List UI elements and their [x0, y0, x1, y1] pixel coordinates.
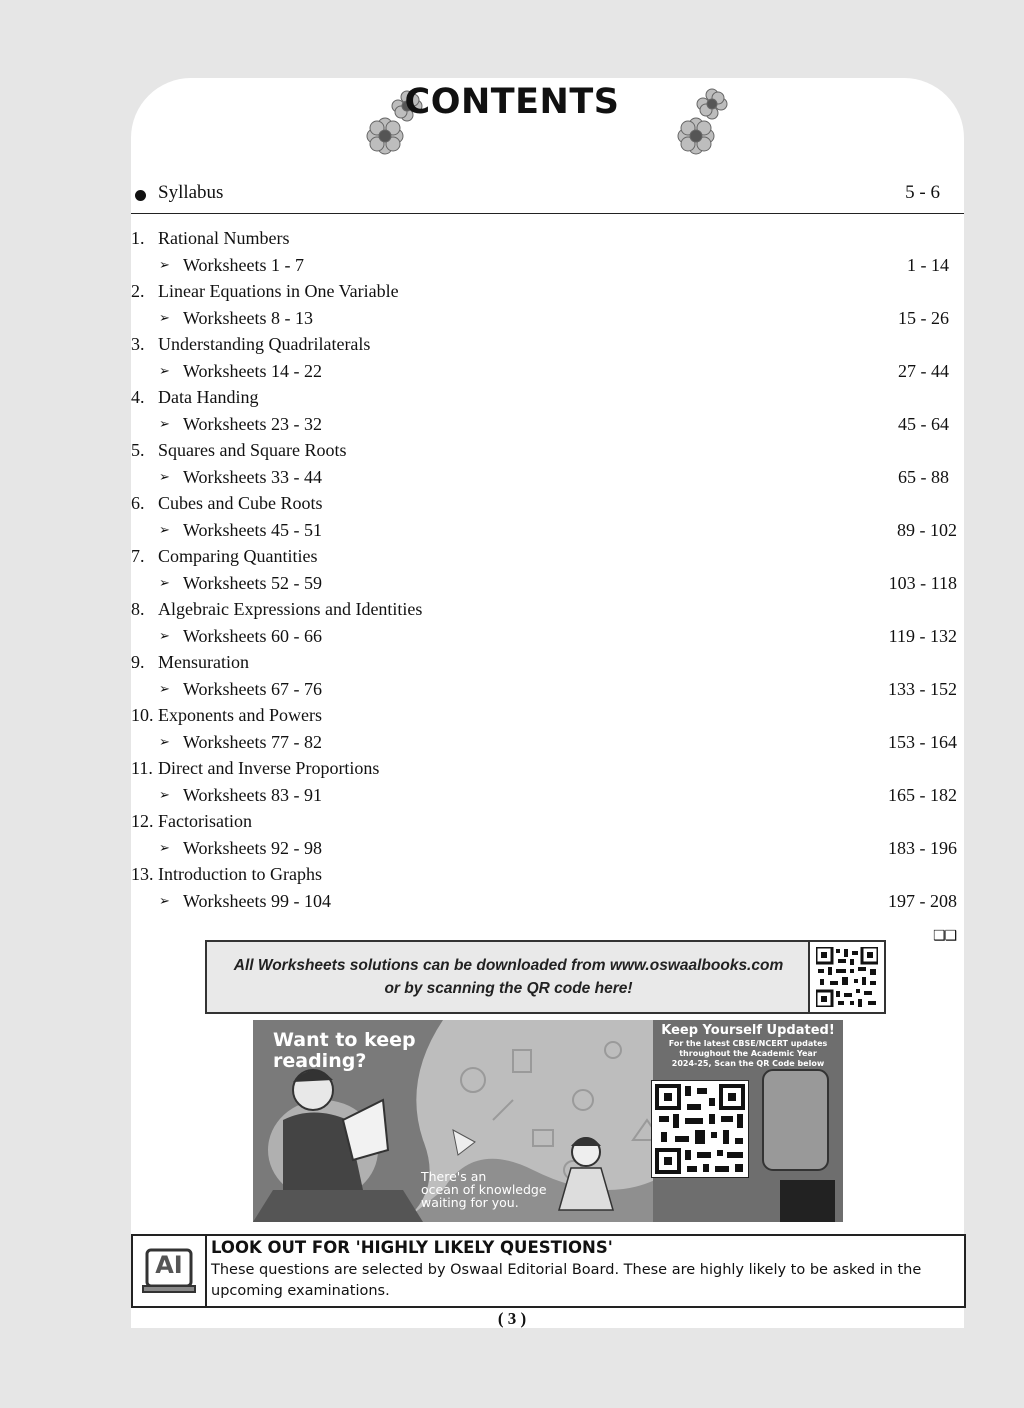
ai-note-heading: LOOK OUT FOR 'HIGHLY LIKELY QUESTIONS' — [211, 1238, 613, 1257]
chapter-title-row[interactable] — [131, 332, 964, 359]
arrow-icon: ➢ — [159, 787, 170, 803]
promo-banner[interactable] — [253, 1020, 843, 1222]
worksheet-row[interactable] — [131, 306, 964, 333]
arrow-icon: ➢ — [159, 310, 170, 326]
banner-tagline-3: waiting for you. — [421, 1195, 519, 1210]
chapter-number: 10. — [131, 705, 154, 725]
page-range: 89 - 102 — [897, 519, 957, 540]
arrow-icon: ➢ — [159, 522, 170, 538]
download-notice — [205, 940, 812, 1014]
arrow-icon: ➢ — [159, 575, 170, 591]
ai-badge — [133, 1236, 207, 1306]
banner-tagline-1: There's an — [421, 1169, 487, 1184]
chapter-title: Comparing Quantities — [158, 546, 318, 566]
worksheet-row[interactable] — [131, 359, 964, 386]
chapter-number: 5. — [131, 440, 145, 460]
chapter-title: Linear Equations in One Variable — [158, 281, 399, 301]
banner-headline-2: reading? — [273, 1050, 367, 1072]
toc-list — [131, 226, 964, 915]
toc-chapter-1 — [131, 226, 964, 279]
worksheet-row[interactable] — [131, 783, 964, 810]
chapter-title: Rational Numbers — [158, 228, 290, 248]
toc-chapter-4 — [131, 385, 964, 438]
chapter-title-row[interactable] — [131, 809, 964, 836]
worksheet-range: Worksheets 67 - 76 — [183, 678, 323, 699]
worksheet-range: Worksheets 23 - 32 — [183, 413, 323, 434]
worksheet-range: Worksheets 99 - 104 — [183, 890, 332, 911]
page-range: 45 - 64 — [898, 413, 949, 434]
arrow-icon: ➢ — [159, 734, 170, 750]
toc-chapter-3 — [131, 332, 964, 385]
page-range: 27 - 44 — [898, 360, 949, 381]
chapter-title-row[interactable] — [131, 544, 964, 571]
chapter-title: Exponents and Powers — [158, 705, 322, 725]
chapter-number: 11. — [131, 758, 153, 778]
bullet-icon — [135, 190, 146, 201]
banner-tagline-2: ocean of knowledge — [421, 1182, 547, 1197]
chapter-title: Direct and Inverse Proportions — [158, 758, 380, 778]
toc-chapter-11 — [131, 756, 964, 809]
worksheet-range: Worksheets 14 - 22 — [183, 360, 323, 381]
toc-chapter-8 — [131, 597, 964, 650]
banner-update-note — [648, 1023, 848, 1069]
chapter-title: Squares and Square Roots — [158, 440, 347, 460]
chapter-title-row[interactable] — [131, 279, 964, 306]
syllabus-label: Syllabus — [158, 182, 224, 203]
worksheet-range: Worksheets 1 - 7 — [183, 254, 305, 275]
qr-code-icon — [816, 947, 878, 1007]
chapter-number: 1. — [131, 228, 145, 248]
arrow-icon: ➢ — [159, 363, 170, 379]
worksheet-row[interactable] — [131, 677, 964, 704]
chapter-title: Understanding Quadrilaterals — [158, 334, 371, 354]
banner-update-1: For the latest CBSE/NCERT updates — [668, 1039, 828, 1048]
chapter-title-row[interactable] — [131, 597, 964, 624]
chapter-title: Factorisation — [158, 811, 252, 831]
chapter-number: 7. — [131, 546, 145, 566]
chapter-number: 2. — [131, 281, 145, 301]
chapter-title-row[interactable] — [131, 756, 964, 783]
page-title: CONTENTS — [404, 82, 620, 122]
arrow-icon: ➢ — [159, 681, 170, 697]
worksheet-row[interactable] — [131, 571, 964, 598]
chapter-number: 8. — [131, 599, 145, 619]
page-range: 103 - 118 — [888, 572, 957, 593]
toc-chapter-13 — [131, 862, 964, 915]
chapter-title-row[interactable] — [131, 703, 964, 730]
page-range: 165 - 182 — [888, 784, 957, 805]
chapter-title: Introduction to Graphs — [158, 864, 322, 884]
syllabus-pages: 5 - 6 — [905, 182, 940, 203]
chapter-title: Cubes and Cube Roots — [158, 493, 323, 513]
chapter-number: 3. — [131, 334, 145, 354]
chapter-title-row[interactable] — [131, 862, 964, 889]
worksheet-range: Worksheets 33 - 44 — [183, 466, 323, 487]
toc-chapter-10 — [131, 703, 964, 756]
worksheet-row[interactable] — [131, 518, 964, 545]
end-mark: ❑❑ — [933, 928, 957, 944]
worksheet-row[interactable] — [131, 465, 964, 492]
chapter-title-row[interactable] — [131, 491, 964, 518]
arrow-icon: ➢ — [159, 257, 170, 273]
worksheet-range: Worksheets 77 - 82 — [183, 731, 323, 752]
chapter-title: Mensuration — [158, 652, 249, 672]
download-qr-code[interactable] — [808, 940, 886, 1014]
worksheet-range: Worksheets 83 - 91 — [183, 784, 323, 805]
banner-qr-code-icon[interactable] — [651, 1080, 749, 1178]
toc-chapter-6 — [131, 491, 964, 544]
ai-note-text: These questions are selected by Oswaal Editorial Board. These are highly likely to be asked in the upcoming examinations. — [211, 1262, 922, 1299]
worksheet-row[interactable] — [131, 730, 964, 757]
chapter-title: Algebraic Expressions and Identities — [158, 599, 423, 619]
page-range: 15 - 26 — [898, 307, 949, 328]
chapter-title-row[interactable] — [131, 650, 964, 677]
page-range: 1 - 14 — [907, 254, 949, 275]
worksheet-row[interactable] — [131, 836, 964, 863]
download-text — [207, 954, 810, 1000]
arrow-icon: ➢ — [159, 628, 170, 644]
chapter-number: 4. — [131, 387, 145, 407]
chapter-title: Data Handing — [158, 387, 259, 407]
chapter-title-row[interactable] — [131, 438, 964, 465]
arrow-icon: ➢ — [159, 893, 170, 909]
syllabus-entry[interactable] — [131, 182, 964, 214]
page-range: 119 - 132 — [888, 625, 957, 646]
worksheet-range: Worksheets 60 - 66 — [183, 625, 323, 646]
download-line-2: or by scanning the QR code here! — [384, 980, 633, 997]
chapter-number: 12. — [131, 811, 154, 831]
banner-update-title: Keep Yourself Updated! — [661, 1023, 835, 1038]
page-range: 197 - 208 — [888, 890, 957, 911]
chapter-number: 6. — [131, 493, 145, 513]
toc-chapter-2 — [131, 279, 964, 332]
ai-logo-text: AI — [155, 1251, 183, 1279]
chapter-number: 9. — [131, 652, 145, 672]
worksheet-row[interactable] — [131, 412, 964, 439]
worksheet-row[interactable] — [131, 624, 964, 651]
banner-update-3: 2024-25, Scan the QR Code below — [671, 1059, 825, 1068]
toc-chapter-12 — [131, 809, 964, 862]
chapter-title-row[interactable] — [131, 385, 964, 412]
worksheet-range: Worksheets 92 - 98 — [183, 837, 323, 858]
page-range: 65 - 88 — [898, 466, 949, 487]
arrow-icon: ➢ — [159, 840, 170, 856]
page-range: 133 - 152 — [888, 678, 957, 699]
worksheet-row[interactable] — [131, 253, 964, 280]
banner-headline-1: Want to keep — [273, 1029, 416, 1051]
banner-headline — [273, 1030, 416, 1072]
page-range: 183 - 196 — [888, 837, 957, 858]
worksheet-range: Worksheets 45 - 51 — [183, 519, 323, 540]
page-number: ( 3 ) — [497, 1309, 527, 1328]
chapter-title-row[interactable] — [131, 226, 964, 253]
arrow-icon: ➢ — [159, 469, 170, 485]
worksheet-range: Worksheets 52 - 59 — [183, 572, 323, 593]
highly-likely-questions-note — [131, 1234, 966, 1308]
toc-chapter-9 — [131, 650, 964, 703]
worksheet-range: Worksheets 8 - 13 — [183, 307, 314, 328]
divider — [131, 213, 964, 214]
arrow-icon: ➢ — [159, 416, 170, 432]
banner-update-2: throughout the Academic Year — [679, 1049, 817, 1058]
chapter-number: 13. — [131, 864, 154, 884]
page-range: 153 - 164 — [888, 731, 957, 752]
worksheet-row[interactable] — [131, 889, 964, 916]
download-line-1: All Worksheets solutions can be downloaded from www.oswaalbooks.com — [233, 957, 784, 974]
toc-chapter-5 — [131, 438, 964, 491]
banner-tagline — [421, 1170, 547, 1209]
toc-chapter-7 — [131, 544, 964, 597]
